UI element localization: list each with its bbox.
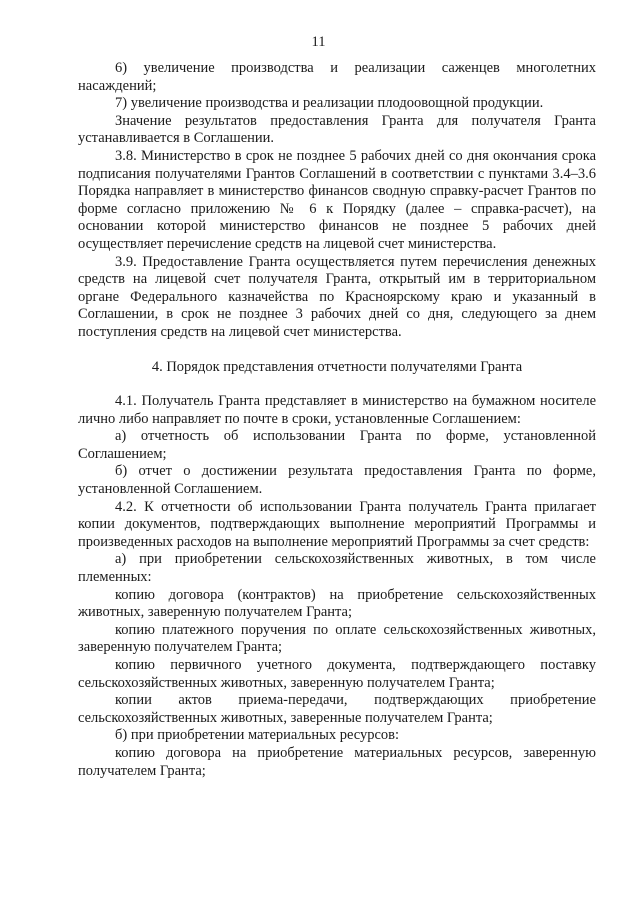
paragraph: 6) увеличение производства и реализации саженцев многолетних насаждений; bbox=[78, 60, 596, 94]
page-number: 11 bbox=[311, 34, 326, 50]
clause-3-9: 3.9. Предоставление Гранта осуществляется путем перечисления денежных средств на лицевой счет получателя Гранта, открытый им в территориальном органе Федерального казначейства по Красноярскому краю и указанный в Соглашении, в срок не позднее 3 рабочих дней со дня, следующего за днем поступления средств на лицевой счет министерства. bbox=[78, 253, 596, 340]
paragraph: 7) увеличение производства и реализации плодоовощной продукции. bbox=[115, 95, 544, 112]
list-item: копию договора (контрактов) на приобретение сельскохозяйственных животных, заверенную получателем Гранта; bbox=[78, 586, 596, 621]
list-item: копии актов приема-передачи, подтверждающих приобретение сельскохозяйственных животных, заверенные получателем Гранта; bbox=[78, 692, 596, 726]
clause-3-8: 3.8. Министерство в срок не позднее 5 рабочих дней со дня окончания срока подписания получателями Грантов Соглашений в соответствии с пунктами 3.4–3.6 Порядка направляет в министерство финансов сводную справку-расчет Грантов по форме согласно приложению № 6 к Порядку (далее – справка-расчет), на основании которой министерство финансов не позднее 5 рабочих дней осуществляет перечисление средств на лицевой счет министерства. bbox=[78, 147, 596, 252]
list-item: копию платежного поручения по оплате сельскохозяйственных животных, заверенную получателем Гранта; bbox=[78, 621, 596, 656]
list-item: б) отчет о достижении результата предоставления Гранта по форме, установленной Соглашением. bbox=[78, 463, 596, 498]
list-item: копию договора на приобретение материальных ресурсов, заверенную получателем Гранта; bbox=[78, 744, 596, 779]
clause-4-2: 4.2. К отчетности об использовании Гранта получатель Гранта прилагает копии документов, подтверждающих выполнение мероприятий Программы и произведенных расходов на выполнение мероприятий Программы за счет средств: bbox=[78, 498, 596, 550]
paragraph: Значение результатов предоставления Гранта для получателя Гранта устанавливается в Соглашении. bbox=[78, 112, 596, 147]
section-heading: 4. Порядок представления отчетности получателями Гранта bbox=[151, 358, 523, 375]
list-item: а) отчетность об использовании Гранта по форме, установленной Соглашением; bbox=[78, 428, 596, 462]
list-item: копию первичного учетного документа, подтверждающего поставку сельскохозяйственных животных, заверенную получателем Гранта; bbox=[78, 657, 596, 691]
list-item: б) при приобретении материальных ресурсов: bbox=[115, 727, 400, 744]
document-body bbox=[78, 60, 596, 780]
clause-4-1: 4.1. Получатель Гранта представляет в министерство на бумажном носителе лично либо направляет по почте в сроки, установленные Соглашением: bbox=[78, 393, 596, 427]
list-item: а) при приобретении сельскохозяйственных животных, в том числе племенных: bbox=[78, 551, 596, 586]
